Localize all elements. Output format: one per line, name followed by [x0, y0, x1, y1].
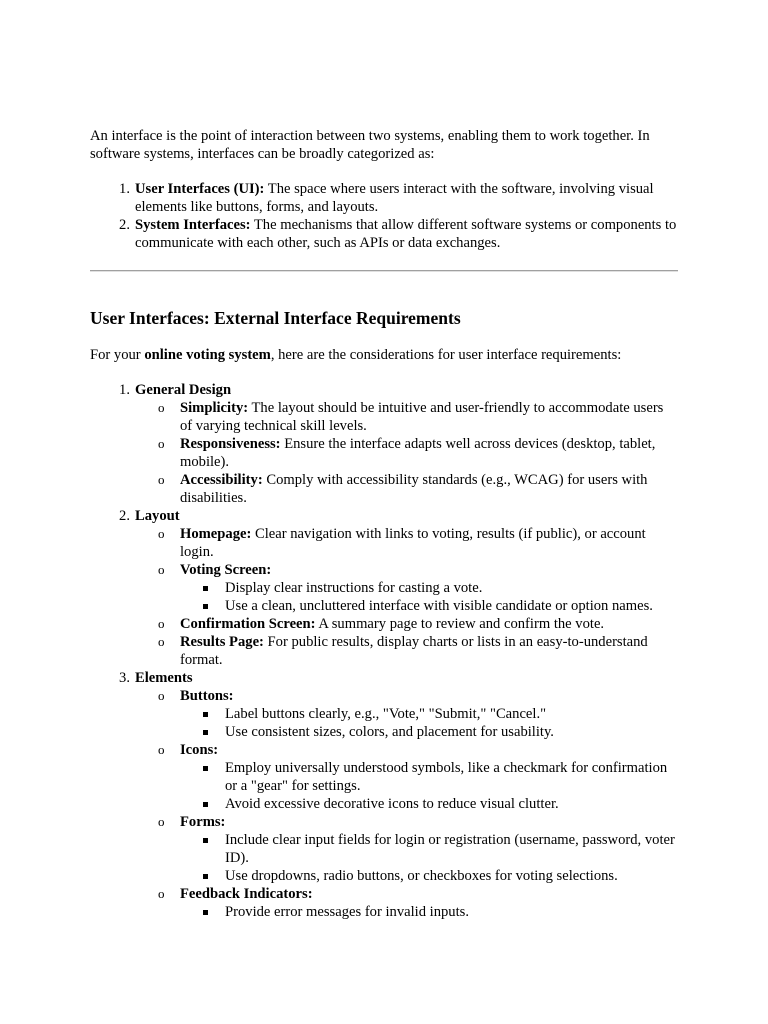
- circle-bullet-icon: o: [158, 526, 165, 541]
- item-text: Employ universally understood symbols, like a checkmark for confirmation or a "gear" for settings.: [225, 760, 668, 794]
- circle-bullet-icon: o: [158, 436, 165, 451]
- list-item: [225, 903, 678, 921]
- sub-sub-list: [180, 903, 678, 921]
- square-bullet-icon: [203, 604, 208, 609]
- list-item: [158, 435, 678, 471]
- list-item: [158, 399, 678, 435]
- list-number: 2.: [119, 217, 130, 233]
- item-label: Accessibility:: [180, 472, 263, 488]
- interface-category-list: [90, 180, 678, 252]
- item-label: Results Page:: [180, 634, 264, 650]
- list-item: [225, 723, 678, 741]
- list-item: [158, 687, 678, 741]
- sub-list: [135, 687, 678, 921]
- circle-bullet-icon: o: [158, 562, 165, 577]
- horizontal-divider: [90, 270, 678, 272]
- list-item: [158, 741, 678, 813]
- sub-list: [135, 399, 678, 507]
- sub-sub-list: [180, 759, 678, 813]
- item-text: Ensure the interface adapts well across devices (desktop, tablet, mobile).: [180, 436, 656, 470]
- list-item: [225, 705, 678, 723]
- group-title: Layout: [135, 508, 180, 524]
- item-text: Use consistent sizes, colors, and placement for usability.: [225, 724, 554, 740]
- item-label: Buttons:: [180, 688, 234, 704]
- list-item: [225, 579, 678, 597]
- circle-bullet-icon: o: [158, 616, 165, 631]
- list-item: [158, 633, 678, 669]
- item-text: The layout should be intuitive and user-friendly to accommodate users of varying technical skill levels.: [180, 400, 664, 434]
- item-label: Voting Screen:: [180, 562, 272, 578]
- square-bullet-icon: [203, 910, 208, 915]
- square-bullet-icon: [203, 838, 208, 843]
- group-title: Elements: [135, 670, 193, 686]
- list-item: [158, 471, 678, 507]
- list-item: [225, 795, 678, 813]
- item-text: For public results, display charts or lists in an easy-to-understand format.: [180, 634, 648, 668]
- item-text: Use a clean, uncluttered interface with visible candidate or option names.: [225, 598, 653, 614]
- item-text: Include clear input fields for login or registration (username, password, voter ID).: [225, 832, 675, 866]
- item-label: Responsiveness:: [180, 436, 281, 452]
- list-number: 2.: [119, 508, 130, 524]
- list-item: [158, 615, 678, 633]
- lead-emphasis: online voting system: [144, 347, 271, 363]
- section-heading: User Interfaces: External Interface Requirements: [90, 308, 461, 328]
- list-item: [158, 813, 678, 885]
- requirement-group-layout: [119, 507, 678, 669]
- item-text: Comply with accessibility standards (e.g., WCAG) for users with disabilities.: [180, 472, 648, 506]
- circle-bullet-icon: o: [158, 472, 165, 487]
- list-item: [225, 867, 678, 885]
- list-item: [119, 216, 678, 252]
- requirement-group-elements: [119, 669, 678, 921]
- intro-paragraph: An interface is the point of interaction between two systems, enabling them to work together. In software systems, interfaces can be broadly categorized as:: [90, 128, 650, 162]
- square-bullet-icon: [203, 586, 208, 591]
- category-label: User Interfaces (UI):: [135, 181, 265, 197]
- list-item: [225, 831, 678, 867]
- lead-prefix: For your: [90, 347, 145, 363]
- item-label: Confirmation Screen:: [180, 616, 316, 632]
- circle-bullet-icon: o: [158, 634, 165, 649]
- item-text: Avoid excessive decorative icons to reduce visual clutter.: [225, 796, 559, 812]
- circle-bullet-icon: o: [158, 742, 165, 757]
- square-bullet-icon: [203, 766, 208, 771]
- sub-list: [135, 525, 678, 669]
- item-label: Icons:: [180, 742, 219, 758]
- category-label: System Interfaces:: [135, 217, 251, 233]
- item-text: Label buttons clearly, e.g., "Vote," "Submit," "Cancel.": [225, 706, 547, 722]
- item-text: Provide error messages for invalid inputs.: [225, 904, 469, 920]
- square-bullet-icon: [203, 730, 208, 735]
- lead-suffix: , here are the considerations for user interface requirements:: [270, 347, 622, 363]
- item-text: Use dropdowns, radio buttons, or checkboxes for voting selections.: [225, 868, 618, 884]
- section-lead-paragraph: [90, 346, 678, 364]
- list-number: 3.: [119, 670, 130, 686]
- list-item: [225, 759, 678, 795]
- item-label: Feedback Indicators:: [180, 886, 313, 902]
- list-item: [158, 525, 678, 561]
- circle-bullet-icon: o: [158, 886, 165, 901]
- requirement-group-general-design: [119, 381, 678, 507]
- sub-sub-list: [180, 579, 678, 615]
- circle-bullet-icon: o: [158, 814, 165, 829]
- circle-bullet-icon: o: [158, 688, 165, 703]
- item-label: Homepage:: [180, 526, 252, 542]
- category-text: The space where users interact with the software, involving visual elements like buttons, forms, and layouts.: [135, 181, 654, 215]
- sub-sub-list: [180, 705, 678, 741]
- list-item: [225, 597, 678, 615]
- item-label: Simplicity:: [180, 400, 249, 416]
- square-bullet-icon: [203, 874, 208, 879]
- category-text: The mechanisms that allow different software systems or components to communicate with each other, such as APIs or data exchanges.: [135, 217, 677, 251]
- list-number: 1.: [119, 181, 130, 197]
- list-item: [158, 885, 678, 921]
- list-item: [119, 180, 678, 216]
- item-text: Clear navigation with links to voting, results (if public), or account login.: [180, 526, 646, 560]
- list-number: 1.: [119, 382, 130, 398]
- group-title: General Design: [135, 382, 232, 398]
- sub-sub-list: [180, 831, 678, 885]
- item-label: Forms:: [180, 814, 226, 830]
- list-item: [158, 561, 678, 615]
- circle-bullet-icon: o: [158, 400, 165, 415]
- square-bullet-icon: [203, 802, 208, 807]
- item-text: A summary page to review and confirm the vote.: [315, 616, 605, 632]
- requirements-list: [90, 381, 678, 921]
- square-bullet-icon: [203, 712, 208, 717]
- item-text: Display clear instructions for casting a vote.: [225, 580, 483, 596]
